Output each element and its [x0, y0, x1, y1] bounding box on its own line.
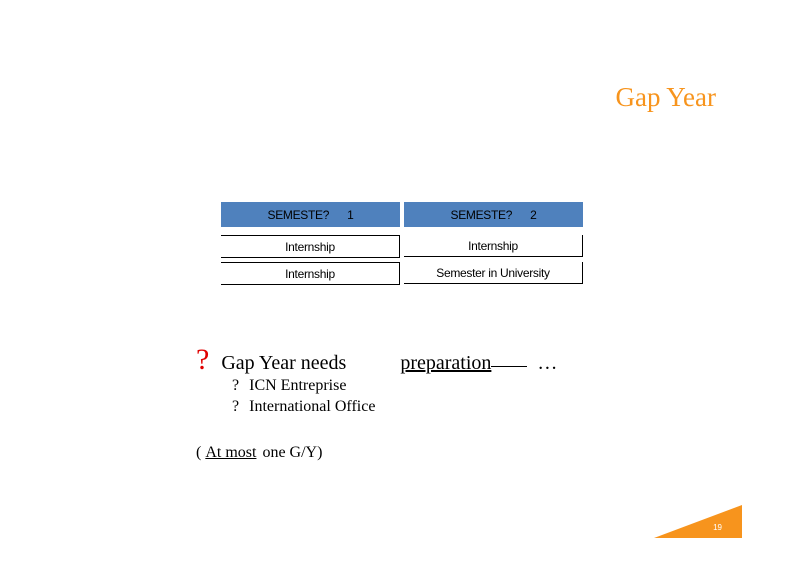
header-number: 2	[530, 207, 537, 222]
table-row	[221, 235, 583, 258]
semester-table	[221, 202, 583, 285]
semester-2-header	[404, 202, 583, 227]
semester-1-header	[221, 202, 400, 227]
page-number: 19	[713, 523, 722, 532]
sub-bullet-text: ICN Entreprise	[249, 377, 347, 394]
main-bullet-emphasis: preparation	[400, 352, 492, 374]
header-label: SEMESTE?	[450, 207, 513, 222]
main-bullet-text: Gap Year needs	[221, 352, 347, 374]
table-header-row	[221, 202, 583, 227]
sub-bullet	[232, 375, 557, 396]
underline-blank	[491, 365, 527, 367]
table-row	[221, 262, 583, 285]
main-bullet	[196, 345, 557, 375]
bullet-marker: ?	[196, 343, 210, 376]
header-number: 1	[347, 207, 354, 222]
note-emphasis: At most	[205, 444, 257, 461]
slide-title: Gap Year	[615, 82, 716, 112]
header-label: SEMESTE?	[267, 207, 330, 222]
sub-bullet-text: International Office	[249, 398, 376, 415]
main-bullet-ellipsis: …	[537, 352, 558, 374]
sub-bullet-marker: ?	[232, 377, 240, 394]
sub-bullet	[232, 396, 557, 417]
note-rest: one G/Y)	[262, 444, 323, 461]
corner-triangle-decoration	[654, 505, 742, 538]
table-cell: Semester in University	[404, 262, 583, 284]
note-open: (	[196, 444, 202, 461]
sub-bullet-marker: ?	[232, 398, 240, 415]
table-cell: Internship	[221, 262, 400, 285]
note-line	[196, 444, 322, 462]
bullet-list	[196, 345, 557, 417]
table-cell: Internship	[221, 235, 400, 258]
table-cell: Internship	[404, 235, 583, 257]
